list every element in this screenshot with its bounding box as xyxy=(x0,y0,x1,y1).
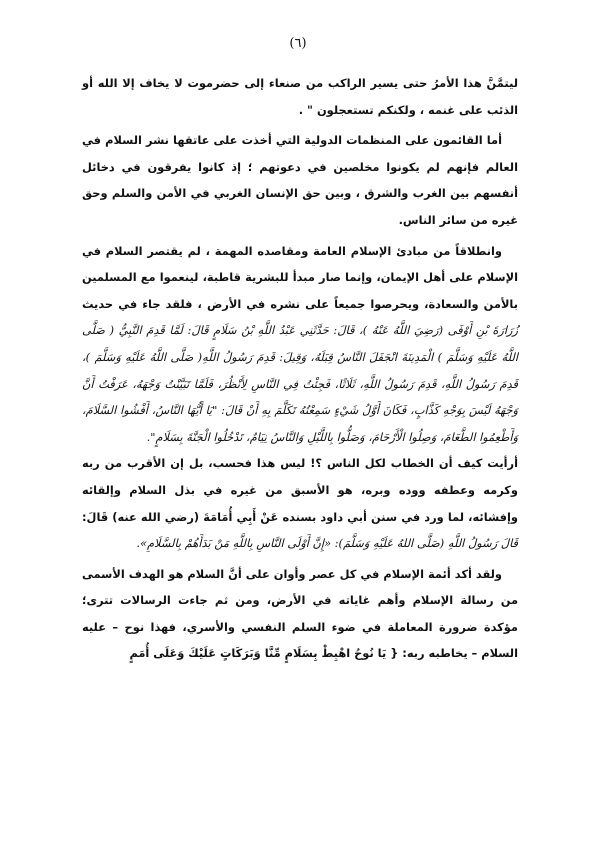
paragraph-3 xyxy=(82,238,518,451)
paragraph-3-text: وانطلاقاً من مبادئ الإسلام العامة ومقاصده المهمة ، لم يقتصر السلام في الإسلام على أهل الإيمان، وإنما صار مبدأ للبشرية قاطبة، لينعموا مع المسلمين بالأمن والسعادة، ويحرصوا جميعاً على نشره في الأرض ، فلقد جاء في حديث xyxy=(82,243,518,311)
paragraph-4-text: أرأيت كيف أن الخطاب لكل الناس ؟! ليس هذا فحسب، بل إن الأقرب من ربه وكرمه وعطفه ووده وبره، هو الأسبق من غيره في بذل السلام وإلقائه وإفشائه، لما ورد في سنن أبي داود بسنده عَنْ أَبِي أُمَامَةَ (رضي الله عنه) قَالَ: xyxy=(82,456,518,524)
paragraph-5 xyxy=(82,561,518,667)
paragraph-1 xyxy=(82,70,518,123)
page-number: (٦) xyxy=(289,36,307,51)
paragraph-4 xyxy=(82,450,518,556)
document-body xyxy=(82,70,518,667)
paragraph-1-text: ليتمَّنَّ هذا الأمرُ حتى يسير الراكب من صنعاء إلى حضرموت لا يخاف إلا الله أو الذئب على غنمه ، ولكنكم تستعجلون " . xyxy=(82,76,518,117)
hadith-quote-2: قَالَ رَسُولُ اللَّهِ (صَلَّى اللهُ عَلَيْهِ وَسَلَّمَ): «إِنَّ أَوْلَى النَّاسِ بِاللَّهِ مَنْ بَدَأَهُمْ بِالسَّلَامِ». xyxy=(136,536,518,551)
hadith-quote-1: زُرَارَةَ بْنِ أَوْفَى (رَضِيَ اللَّهُ عَنْهُ )، قَالَ: حَدَّثَنِي عَبْدُ اللَّهِ بْنُ سَلَامٍ قَالَ: لَمَّا قَدِمَ النَّبِيُّ ( صَلَّى اللَّهُ عَلَيْهِ وَسَلَّمَ ) الْمَدِينَةَ انْجَفَلَ النَّاسُ قِبَلَهُ، وَقِيلَ: قَدِمَ رَسُولُ اللَّهِ( صَلَّى اللَّهُ عَلَيْهِ وَسَلَّمَ )، قَدِمَ رَسُولُ اللَّهِ، قَدِمَ رَسُولُ اللَّهِ، ثَلَاثًا، فَجِئْتُ فِي النَّاسِ لِأَنْظُرَ، فَلَمَّا تَبَيَّنْتُ وَجْهَهُ، عَرَفْتُ أَنَّ وَجْهَهُ لَيْسَ بِوَجْهِ كَذَّابٍ، فَكَانَ أَوَّلُ شَيْءٍ سَمِعْتُهُ تَكَلَّمَ بِهِ أَنْ قَالَ: "يَا أَيُّهَا النَّاسُ، أَفْشُوا السَّلَامَ، وَأَطْعِمُوا الطَّعَامَ، وَصِلُوا الْأَرْحَامَ، وَصَلُّوا بِاللَّيْلِ وَالنَّاسُ نِيَامٌ، تَدْخُلُوا الْجَنَّةَ بِسَلَامٍ". xyxy=(82,323,518,444)
paragraph-2 xyxy=(82,127,518,233)
paragraph-5-text: ولقد أكد أئمة الإسلام في كل عصر وأوان على أنَّ السلام هو الهدف الأسمى من رسالة الإسلام وأهم غاياته في الأرض، ومن ثم جاءت الرسالات تترى؛ مؤكدة ضرورة المعاملة في ضوء السلم النفسي والأسري، فهذا نوح – عليه السلام – يخاطبه ربه: { يَا نُوحُ اهْبِطْ بِسَلَامٍ مِّنَّا وَبَرَكَاتٍ عَلَيْكَ وَعَلَى أُمَمٍ xyxy=(82,566,518,661)
paragraph-2-text: أما القائمون على المنظمات الدولية التي أخذت على عاتقها نشر السلام في العالم فإنهم لم يكونوا مخلصين في دعوتهم ؛ إذ كانوا يفرقون في دخائل أنفسهم بين الغرب والشرق ، وبين حق الإنسان الغربي في الأمن والسلم وحق غيره من سائر الناس. xyxy=(82,133,518,227)
